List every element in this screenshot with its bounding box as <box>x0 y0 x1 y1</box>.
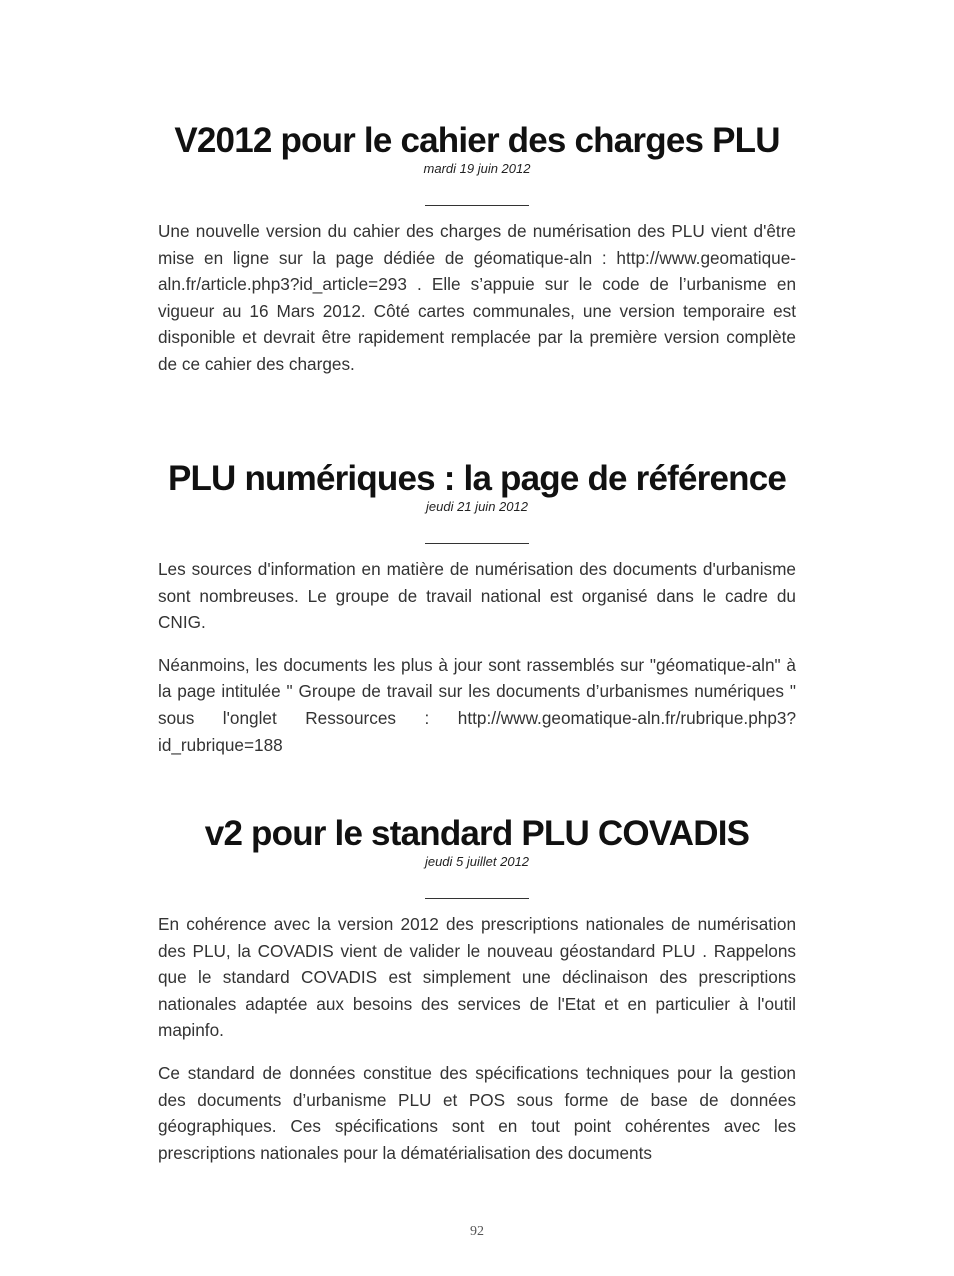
page-number: 92 <box>470 1224 484 1239</box>
article-paragraph: Ce standard de données constitue des spécifications techniques pour la gestion des documents d’urbanisme PLU et POS sous forme de base de données géographiques. Ces spécifications sont en tout point cohérentes avec les prescriptions nationales pour la dématérialisation des documents <box>158 1062 796 1163</box>
article-date: mardi 19 juin 2012 <box>423 161 531 176</box>
article-paragraph: Néanmoins, les documents les plus à jour sont rassemblés sur "géomatique-aln" à la page intitulée " Groupe de travail sur les documents d’urbanismes numériques " sous l'onglet Ressources : http://www.geomatique-aln.fr/rubrique.php3?id_rubrique=188 <box>158 654 796 755</box>
separator-rule <box>425 886 529 899</box>
article-paragraph: En cohérence avec la version 2012 des prescriptions nationales de numérisation des PLU, la COVADIS vient de valider le nouveau géostandard PLU . Rappelons que le standard COVADIS est simplement une déclinaison des prescriptions nationales adaptée aux besoins des services de l'Etat et en particulier à l'outil mapinfo. <box>158 914 796 1041</box>
separator-rule <box>425 531 529 544</box>
article-title: PLU numériques : la page de référence <box>167 459 787 498</box>
article-1 <box>158 121 796 394</box>
article-3 <box>158 814 796 1182</box>
article-date: jeudi 5 juillet 2012 <box>424 854 530 869</box>
article-title: v2 pour le standard PLU COVADIS <box>204 814 750 853</box>
article-date: jeudi 21 juin 2012 <box>426 499 528 514</box>
article-title: V2012 pour le cahier des charges PLU <box>174 121 780 160</box>
article-2 <box>158 459 796 774</box>
article-paragraph: Une nouvelle version du cahier des charges de numérisation des PLU vient d'être mise en ligne sur la page dédiée de géomatique-aln : http://www.geomatique-aln.fr/article.php3?id_article=293 . Elle s’appuie sur le code de l’urbanisme en vigueur au 16 Mars 2012. Côté cartes communales, une version temporaire est disponible et devrait être rapidement remplacée par la première version complète de ce cahier des charges. <box>158 221 796 374</box>
article-paragraph: Les sources d'information en matière de numérisation des documents d'urbanisme sont nombreuses. Le groupe de travail national est organisé dans le cadre du CNIG. <box>158 559 796 633</box>
separator-rule <box>425 193 529 206</box>
